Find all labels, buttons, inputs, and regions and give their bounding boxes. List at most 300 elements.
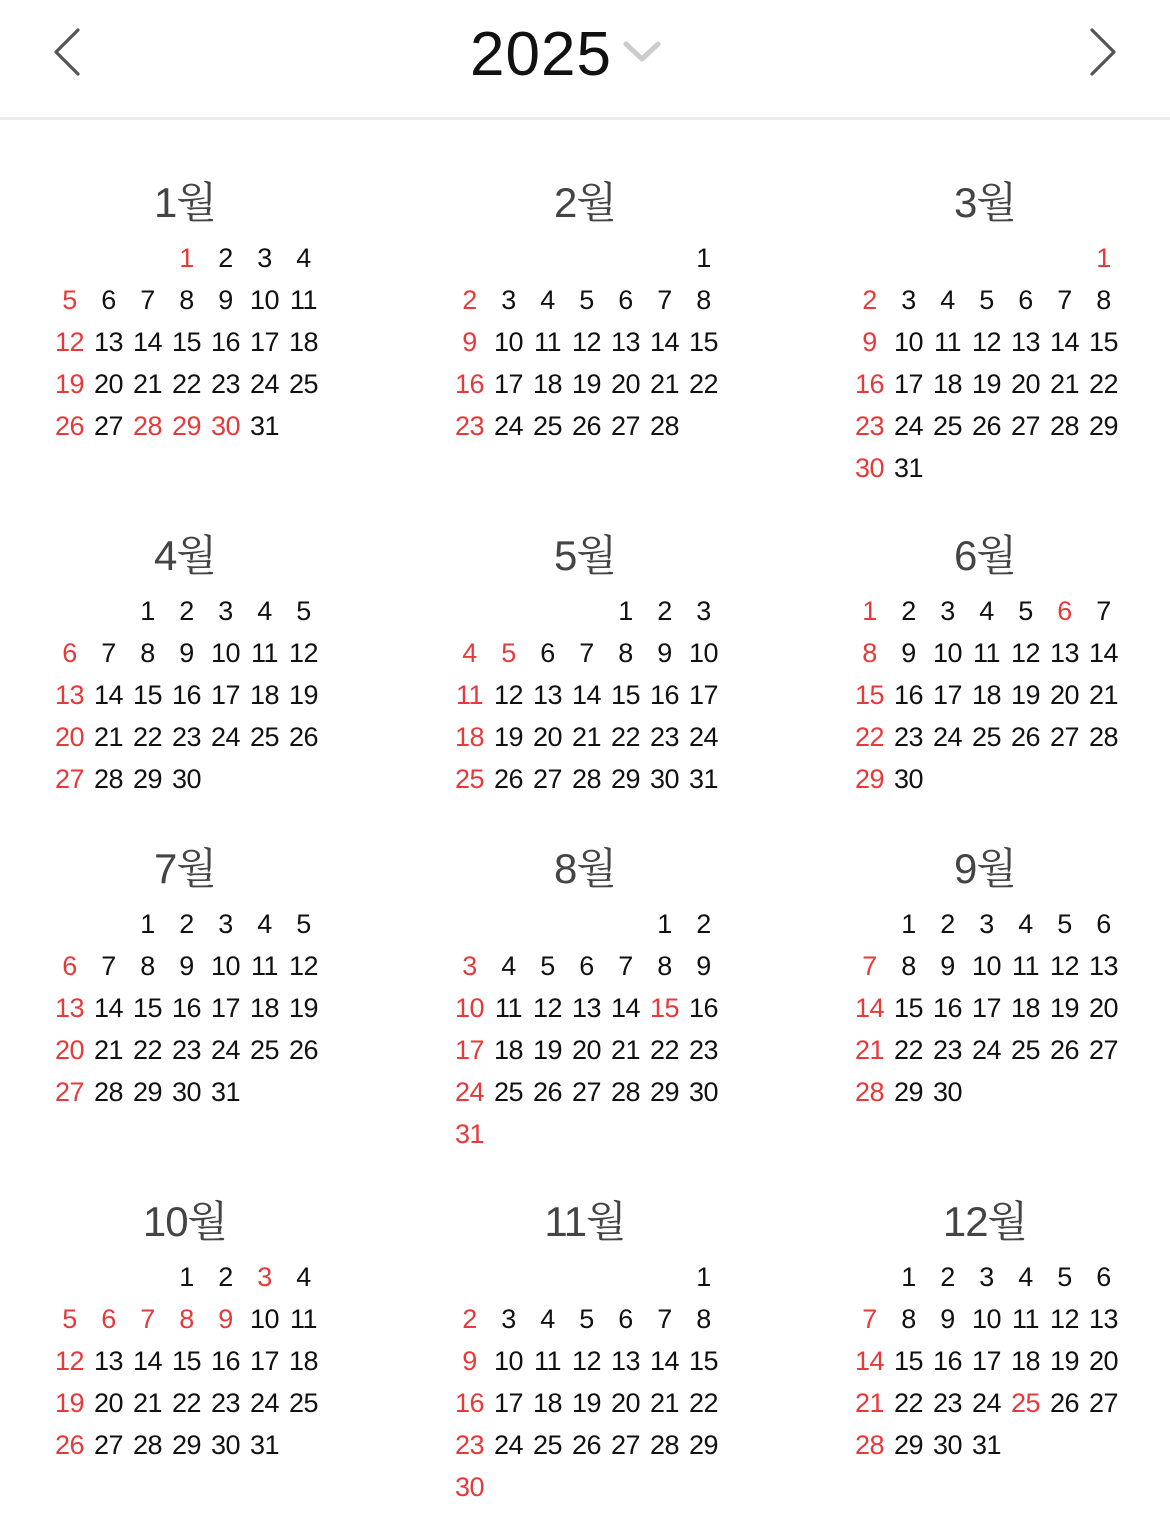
day-cell[interactable]: 19 <box>971 369 1002 399</box>
day-cell[interactable]: 19 <box>54 369 85 399</box>
day-cell[interactable]: 29 <box>649 1077 680 1107</box>
day-cell[interactable]: 15 <box>132 680 163 710</box>
day-cell[interactable]: 15 <box>171 1346 202 1376</box>
month-title[interactable]: 9월 <box>954 845 1016 892</box>
day-cell[interactable]: 30 <box>932 1430 963 1460</box>
day-cell[interactable]: 13 <box>54 993 85 1023</box>
day-cell[interactable]: 13 <box>571 993 602 1023</box>
day-cell[interactable]: 18 <box>1010 993 1041 1023</box>
day-cell[interactable]: 17 <box>249 1346 280 1376</box>
day-cell[interactable]: 2 <box>657 596 672 626</box>
day-cell[interactable]: 25 <box>454 764 485 794</box>
day-cell[interactable]: 16 <box>454 369 485 399</box>
day-cell[interactable]: 15 <box>688 327 719 357</box>
day-cell[interactable]: 12 <box>571 327 602 357</box>
day-cell[interactable]: 4 <box>940 285 955 315</box>
day-cell[interactable]: 28 <box>649 1430 680 1460</box>
day-cell[interactable]: 24 <box>688 722 719 752</box>
day-cell[interactable]: 19 <box>1010 680 1041 710</box>
day-cell[interactable]: 24 <box>493 1430 524 1460</box>
day-cell[interactable]: 24 <box>249 1388 280 1418</box>
day-cell[interactable]: 9 <box>940 951 955 981</box>
day-cell[interactable]: 23 <box>932 1035 963 1065</box>
month-title[interactable]: 12월 <box>942 1198 1028 1245</box>
day-cell[interactable]: 2 <box>940 909 955 939</box>
day-cell[interactable]: 20 <box>571 1035 602 1065</box>
previous-year-button[interactable] <box>40 22 100 82</box>
day-cell[interactable]: 9 <box>862 327 877 357</box>
day-cell[interactable]: 23 <box>649 722 680 752</box>
day-cell[interactable]: 9 <box>901 638 916 668</box>
day-cell[interactable]: 5 <box>62 285 77 315</box>
day-cell[interactable]: 21 <box>610 1035 641 1065</box>
day-cell[interactable]: 15 <box>854 680 885 710</box>
day-cell[interactable]: 18 <box>932 369 963 399</box>
day-cell[interactable]: 22 <box>854 722 885 752</box>
day-cell[interactable]: 9 <box>462 327 477 357</box>
day-cell[interactable]: 30 <box>893 764 924 794</box>
day-cell[interactable]: 11 <box>250 951 279 981</box>
day-cell[interactable]: 25 <box>493 1077 524 1107</box>
day-cell[interactable]: 31 <box>210 1077 241 1107</box>
day-cell[interactable]: 3 <box>696 596 711 626</box>
day-cell[interactable]: 2 <box>462 285 477 315</box>
day-cell[interactable]: 11 <box>494 993 523 1023</box>
day-cell[interactable]: 24 <box>493 411 524 441</box>
day-cell[interactable]: 8 <box>901 1304 916 1334</box>
day-cell[interactable]: 9 <box>462 1346 477 1376</box>
day-cell[interactable]: 4 <box>257 909 272 939</box>
day-cell[interactable]: 22 <box>649 1035 680 1065</box>
day-cell[interactable]: 3 <box>462 951 477 981</box>
day-cell[interactable]: 13 <box>93 1346 124 1376</box>
day-cell[interactable]: 27 <box>1088 1388 1119 1418</box>
day-cell[interactable]: 12 <box>571 1346 602 1376</box>
day-cell[interactable]: 26 <box>493 764 524 794</box>
day-cell[interactable]: 31 <box>971 1430 1002 1460</box>
day-cell[interactable]: 14 <box>1088 638 1119 668</box>
day-cell[interactable]: 7 <box>1096 596 1111 626</box>
day-cell[interactable]: 1 <box>179 243 194 273</box>
day-cell[interactable]: 4 <box>462 638 477 668</box>
day-cell[interactable]: 3 <box>901 285 916 315</box>
day-cell[interactable]: 14 <box>93 993 124 1023</box>
day-cell[interactable]: 26 <box>288 722 319 752</box>
day-cell[interactable]: 5 <box>1018 596 1033 626</box>
day-cell[interactable]: 30 <box>454 1472 485 1502</box>
day-cell[interactable]: 16 <box>688 993 719 1023</box>
day-cell[interactable]: 16 <box>649 680 680 710</box>
day-cell[interactable]: 28 <box>1088 722 1119 752</box>
day-cell[interactable]: 29 <box>132 764 163 794</box>
day-cell[interactable]: 6 <box>101 285 116 315</box>
day-cell[interactable]: 16 <box>893 680 924 710</box>
day-cell[interactable]: 1 <box>696 243 711 273</box>
day-cell[interactable]: 26 <box>1010 722 1041 752</box>
day-cell[interactable]: 29 <box>893 1430 924 1460</box>
day-cell[interactable]: 7 <box>140 285 155 315</box>
day-cell[interactable]: 30 <box>932 1077 963 1107</box>
day-cell[interactable]: 9 <box>696 951 711 981</box>
day-cell[interactable]: 5 <box>979 285 994 315</box>
day-cell[interactable]: 2 <box>696 909 711 939</box>
day-cell[interactable]: 24 <box>454 1077 485 1107</box>
day-cell[interactable]: 27 <box>610 1430 641 1460</box>
day-cell[interactable]: 5 <box>296 909 311 939</box>
day-cell[interactable]: 17 <box>932 680 963 710</box>
day-cell[interactable]: 19 <box>1049 1346 1080 1376</box>
day-cell[interactable]: 11 <box>455 680 484 710</box>
day-cell[interactable]: 31 <box>454 1119 485 1149</box>
day-cell[interactable]: 25 <box>1010 1388 1041 1418</box>
day-cell[interactable]: 24 <box>893 411 924 441</box>
month-title[interactable]: 8월 <box>554 845 616 892</box>
day-cell[interactable]: 5 <box>296 596 311 626</box>
day-cell[interactable]: 16 <box>932 1346 963 1376</box>
day-cell[interactable]: 23 <box>210 369 241 399</box>
day-cell[interactable]: 14 <box>1049 327 1080 357</box>
day-cell[interactable]: 24 <box>210 722 241 752</box>
day-cell[interactable]: 21 <box>571 722 602 752</box>
day-cell[interactable]: 27 <box>54 764 85 794</box>
day-cell[interactable]: 7 <box>101 638 116 668</box>
day-cell[interactable]: 23 <box>932 1388 963 1418</box>
day-cell[interactable]: 3 <box>218 596 233 626</box>
day-cell[interactable]: 15 <box>132 993 163 1023</box>
day-cell[interactable]: 12 <box>54 1346 85 1376</box>
day-cell[interactable]: 27 <box>93 1430 124 1460</box>
day-cell[interactable]: 8 <box>696 285 711 315</box>
day-cell[interactable]: 8 <box>696 1304 711 1334</box>
day-cell[interactable]: 1 <box>657 909 672 939</box>
day-cell[interactable]: 7 <box>140 1304 155 1334</box>
month-title[interactable]: 3월 <box>954 179 1016 226</box>
month-title[interactable]: 7월 <box>154 845 216 892</box>
day-cell[interactable]: 25 <box>532 1430 563 1460</box>
day-cell[interactable]: 20 <box>610 369 641 399</box>
day-cell[interactable]: 17 <box>893 369 924 399</box>
day-cell[interactable]: 11 <box>533 327 562 357</box>
day-cell[interactable]: 26 <box>1049 1388 1080 1418</box>
month-title[interactable]: 5월 <box>554 532 616 579</box>
day-cell[interactable]: 2 <box>179 596 194 626</box>
day-cell[interactable]: 6 <box>101 1304 116 1334</box>
day-cell[interactable]: 7 <box>657 1304 672 1334</box>
day-cell[interactable]: 17 <box>454 1035 485 1065</box>
day-cell[interactable]: 12 <box>971 327 1002 357</box>
day-cell[interactable]: 12 <box>288 638 319 668</box>
day-cell[interactable]: 14 <box>93 680 124 710</box>
day-cell[interactable]: 14 <box>132 1346 163 1376</box>
day-cell[interactable]: 18 <box>454 722 485 752</box>
day-cell[interactable]: 18 <box>493 1035 524 1065</box>
day-cell[interactable]: 12 <box>54 327 85 357</box>
day-cell[interactable]: 30 <box>688 1077 719 1107</box>
day-cell[interactable]: 18 <box>532 369 563 399</box>
day-cell[interactable]: 10 <box>249 285 280 315</box>
day-cell[interactable]: 13 <box>93 327 124 357</box>
day-cell[interactable]: 10 <box>454 993 485 1023</box>
day-cell[interactable]: 23 <box>688 1035 719 1065</box>
day-cell[interactable]: 20 <box>1049 680 1080 710</box>
day-cell[interactable]: 17 <box>971 1346 1002 1376</box>
day-cell[interactable]: 28 <box>93 1077 124 1107</box>
day-cell[interactable]: 24 <box>971 1388 1002 1418</box>
day-cell[interactable]: 8 <box>179 1304 194 1334</box>
day-cell[interactable]: 15 <box>893 1346 924 1376</box>
day-cell[interactable]: 14 <box>132 327 163 357</box>
day-cell[interactable]: 24 <box>210 1035 241 1065</box>
day-cell[interactable]: 20 <box>610 1388 641 1418</box>
day-cell[interactable]: 1 <box>862 596 877 626</box>
day-cell[interactable]: 21 <box>132 1388 163 1418</box>
day-cell[interactable]: 24 <box>249 369 280 399</box>
day-cell[interactable]: 10 <box>210 951 241 981</box>
day-cell[interactable]: 2 <box>179 909 194 939</box>
day-cell[interactable]: 6 <box>579 951 594 981</box>
day-cell[interactable]: 20 <box>1010 369 1041 399</box>
day-cell[interactable]: 29 <box>610 764 641 794</box>
day-cell[interactable]: 20 <box>54 722 85 752</box>
day-cell[interactable]: 1 <box>179 1262 194 1292</box>
day-cell[interactable]: 30 <box>649 764 680 794</box>
day-cell[interactable]: 22 <box>610 722 641 752</box>
day-cell[interactable]: 14 <box>854 993 885 1023</box>
day-cell[interactable]: 3 <box>257 1262 272 1292</box>
day-cell[interactable]: 3 <box>501 285 516 315</box>
day-cell[interactable]: 9 <box>179 638 194 668</box>
day-cell[interactable]: 7 <box>579 638 594 668</box>
day-cell[interactable]: 13 <box>1088 1304 1119 1334</box>
day-cell[interactable]: 12 <box>1049 1304 1080 1334</box>
day-cell[interactable]: 28 <box>854 1430 885 1460</box>
day-cell[interactable]: 17 <box>971 993 1002 1023</box>
day-cell[interactable]: 10 <box>493 327 524 357</box>
day-cell[interactable]: 5 <box>540 951 555 981</box>
day-cell[interactable]: 31 <box>893 453 924 483</box>
day-cell[interactable]: 2 <box>862 285 877 315</box>
day-cell[interactable]: 15 <box>1088 327 1119 357</box>
day-cell[interactable]: 13 <box>1049 638 1080 668</box>
day-cell[interactable]: 3 <box>979 1262 994 1292</box>
day-cell[interactable]: 22 <box>171 1388 202 1418</box>
day-cell[interactable]: 14 <box>854 1346 885 1376</box>
day-cell[interactable]: 4 <box>540 285 555 315</box>
day-cell[interactable]: 29 <box>1088 411 1119 441</box>
day-cell[interactable]: 27 <box>610 411 641 441</box>
day-cell[interactable]: 29 <box>171 411 202 441</box>
day-cell[interactable]: 21 <box>649 1388 680 1418</box>
day-cell[interactable]: 31 <box>688 764 719 794</box>
day-cell[interactable]: 2 <box>218 243 233 273</box>
day-cell[interactable]: 17 <box>210 993 241 1023</box>
day-cell[interactable]: 26 <box>1049 1035 1080 1065</box>
day-cell[interactable]: 31 <box>249 1430 280 1460</box>
day-cell[interactable]: 27 <box>571 1077 602 1107</box>
day-cell[interactable]: 5 <box>579 1304 594 1334</box>
day-cell[interactable]: 27 <box>54 1077 85 1107</box>
day-cell[interactable]: 4 <box>979 596 994 626</box>
day-cell[interactable]: 31 <box>249 411 280 441</box>
month-title[interactable]: 1월 <box>154 179 216 226</box>
day-cell[interactable]: 25 <box>288 1388 319 1418</box>
day-cell[interactable]: 26 <box>971 411 1002 441</box>
day-cell[interactable]: 26 <box>288 1035 319 1065</box>
day-cell[interactable]: 19 <box>493 722 524 752</box>
day-cell[interactable]: 28 <box>610 1077 641 1107</box>
day-cell[interactable]: 21 <box>1088 680 1119 710</box>
day-cell[interactable]: 16 <box>210 1346 241 1376</box>
day-cell[interactable]: 4 <box>1018 909 1033 939</box>
day-cell[interactable]: 6 <box>1096 1262 1111 1292</box>
day-cell[interactable]: 17 <box>493 369 524 399</box>
day-cell[interactable]: 20 <box>93 1388 124 1418</box>
day-cell[interactable]: 28 <box>132 411 163 441</box>
day-cell[interactable]: 21 <box>132 369 163 399</box>
day-cell[interactable]: 20 <box>54 1035 85 1065</box>
day-cell[interactable]: 6 <box>1096 909 1111 939</box>
day-cell[interactable]: 7 <box>657 285 672 315</box>
day-cell[interactable]: 8 <box>901 951 916 981</box>
day-cell[interactable]: 28 <box>1049 411 1080 441</box>
day-cell[interactable]: 13 <box>610 327 641 357</box>
day-cell[interactable]: 26 <box>54 411 85 441</box>
day-cell[interactable]: 6 <box>62 638 77 668</box>
day-cell[interactable]: 6 <box>62 951 77 981</box>
day-cell[interactable]: 19 <box>571 369 602 399</box>
day-cell[interactable]: 27 <box>1088 1035 1119 1065</box>
day-cell[interactable]: 13 <box>54 680 85 710</box>
day-cell[interactable]: 20 <box>1088 1346 1119 1376</box>
day-cell[interactable]: 2 <box>462 1304 477 1334</box>
day-cell[interactable]: 1 <box>1096 243 1111 273</box>
day-cell[interactable]: 21 <box>649 369 680 399</box>
month-title[interactable]: 11월 <box>544 1198 626 1245</box>
day-cell[interactable]: 12 <box>1010 638 1041 668</box>
day-cell[interactable]: 19 <box>288 680 319 710</box>
day-cell[interactable]: 26 <box>532 1077 563 1107</box>
day-cell[interactable]: 24 <box>971 1035 1002 1065</box>
day-cell[interactable]: 30 <box>854 453 885 483</box>
day-cell[interactable]: 12 <box>288 951 319 981</box>
day-cell[interactable]: 17 <box>210 680 241 710</box>
day-cell[interactable]: 9 <box>940 1304 955 1334</box>
day-cell[interactable]: 19 <box>532 1035 563 1065</box>
day-cell[interactable]: 10 <box>932 638 963 668</box>
day-cell[interactable]: 21 <box>1049 369 1080 399</box>
day-cell[interactable]: 10 <box>688 638 719 668</box>
day-cell[interactable]: 20 <box>93 369 124 399</box>
day-cell[interactable]: 26 <box>571 411 602 441</box>
day-cell[interactable]: 21 <box>93 1035 124 1065</box>
day-cell[interactable]: 8 <box>618 638 633 668</box>
day-cell[interactable]: 23 <box>171 1035 202 1065</box>
day-cell[interactable]: 13 <box>610 1346 641 1376</box>
day-cell[interactable]: 14 <box>649 327 680 357</box>
day-cell[interactable]: 2 <box>901 596 916 626</box>
day-cell[interactable]: 8 <box>140 638 155 668</box>
day-cell[interactable]: 27 <box>1049 722 1080 752</box>
day-cell[interactable]: 6 <box>618 1304 633 1334</box>
next-year-button[interactable] <box>1072 22 1132 82</box>
day-cell[interactable]: 14 <box>649 1346 680 1376</box>
day-cell[interactable]: 8 <box>179 285 194 315</box>
day-cell[interactable]: 17 <box>688 680 719 710</box>
day-cell[interactable]: 15 <box>171 327 202 357</box>
day-cell[interactable]: 10 <box>249 1304 280 1334</box>
day-cell[interactable]: 28 <box>93 764 124 794</box>
day-cell[interactable]: 11 <box>533 1346 562 1376</box>
day-cell[interactable]: 16 <box>854 369 885 399</box>
day-cell[interactable]: 5 <box>1057 909 1072 939</box>
day-cell[interactable]: 18 <box>971 680 1002 710</box>
day-cell[interactable]: 3 <box>501 1304 516 1334</box>
day-cell[interactable]: 5 <box>579 285 594 315</box>
day-cell[interactable]: 7 <box>618 951 633 981</box>
day-cell[interactable]: 4 <box>501 951 516 981</box>
day-cell[interactable]: 15 <box>893 993 924 1023</box>
day-cell[interactable]: 9 <box>657 638 672 668</box>
day-cell[interactable]: 6 <box>618 285 633 315</box>
day-cell[interactable]: 4 <box>296 1262 311 1292</box>
day-cell[interactable]: 12 <box>532 993 563 1023</box>
day-cell[interactable]: 5 <box>1057 1262 1072 1292</box>
day-cell[interactable]: 28 <box>649 411 680 441</box>
day-cell[interactable]: 1 <box>696 1262 711 1292</box>
month-title[interactable]: 2월 <box>554 179 616 226</box>
day-cell[interactable]: 16 <box>171 680 202 710</box>
day-cell[interactable]: 16 <box>932 993 963 1023</box>
day-cell[interactable]: 9 <box>218 285 233 315</box>
day-cell[interactable]: 22 <box>893 1035 924 1065</box>
day-cell[interactable]: 25 <box>249 1035 280 1065</box>
day-cell[interactable]: 22 <box>132 1035 163 1065</box>
day-cell[interactable]: 25 <box>288 369 319 399</box>
day-cell[interactable]: 16 <box>210 327 241 357</box>
day-cell[interactable]: 26 <box>54 1430 85 1460</box>
day-cell[interactable]: 30 <box>171 764 202 794</box>
day-cell[interactable]: 6 <box>540 638 555 668</box>
day-cell[interactable]: 11 <box>1011 1304 1040 1334</box>
day-cell[interactable]: 30 <box>210 1430 241 1460</box>
day-cell[interactable]: 21 <box>93 722 124 752</box>
day-cell[interactable]: 22 <box>688 1388 719 1418</box>
day-cell[interactable]: 27 <box>532 764 563 794</box>
day-cell[interactable]: 21 <box>854 1388 885 1418</box>
day-cell[interactable]: 4 <box>257 596 272 626</box>
month-title[interactable]: 6월 <box>954 532 1016 579</box>
day-cell[interactable]: 4 <box>296 243 311 273</box>
day-cell[interactable]: 19 <box>1049 993 1080 1023</box>
day-cell[interactable]: 10 <box>971 1304 1002 1334</box>
day-cell[interactable]: 28 <box>854 1077 885 1107</box>
day-cell[interactable]: 25 <box>532 411 563 441</box>
year-selector[interactable] <box>470 14 662 94</box>
day-cell[interactable]: 28 <box>132 1430 163 1460</box>
day-cell[interactable]: 22 <box>132 722 163 752</box>
day-cell[interactable]: 9 <box>179 951 194 981</box>
day-cell[interactable]: 1 <box>140 909 155 939</box>
day-cell[interactable]: 23 <box>171 722 202 752</box>
day-cell[interactable]: 5 <box>501 638 516 668</box>
day-cell[interactable]: 1 <box>901 1262 916 1292</box>
day-cell[interactable]: 17 <box>249 327 280 357</box>
day-cell[interactable]: 8 <box>140 951 155 981</box>
day-cell[interactable]: 13 <box>1010 327 1041 357</box>
day-cell[interactable]: 24 <box>932 722 963 752</box>
day-cell[interactable]: 25 <box>932 411 963 441</box>
month-title[interactable]: 4월 <box>154 532 216 579</box>
